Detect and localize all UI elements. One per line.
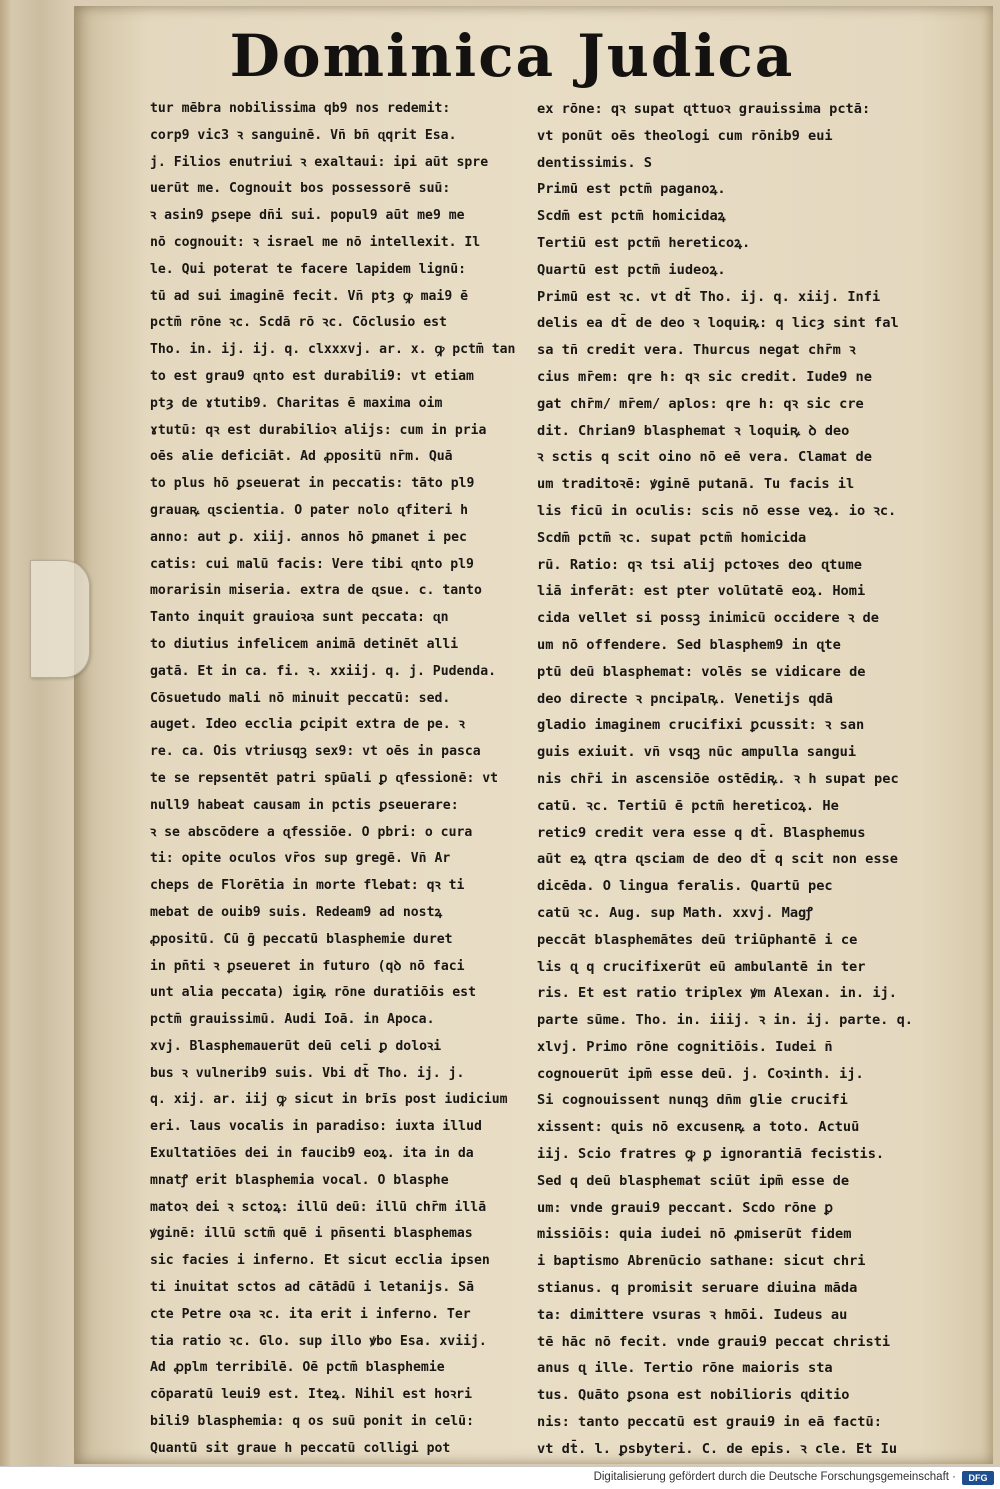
text-line: lis ficū in oculis: scis nō esse veꝝ. io ꝛc.: [537, 502, 897, 519]
text-line: unt alia peccata) igiꝶ rōne duratiōis est: [150, 985, 476, 1001]
text-line: sic facies i inferno. Et sicut ecclia ipsen: [150, 1253, 490, 1269]
text-line: Tertiū est pctm̄ hereticoꝝ.: [537, 234, 751, 251]
text-line: gatā. Et in ca. fi. ꝛ. xxiij. q. j. Pudenda.: [150, 663, 497, 679]
text-line: j. Filios enutriui ꝛ exaltaui: ipi aūt spre: [150, 154, 489, 170]
text-line: cōparatū leui9 est. Iteꝝ. Nihil est hoꝛri: [150, 1387, 472, 1403]
text-line: oēs alie deficiāt. Ad ꝓpositū nr̄m. Quā: [150, 449, 453, 465]
text-line: mebat de ouib9 suis. Redeam9 ad nostꝝ: [150, 904, 443, 920]
text-line: Primū est ꝛc. vt dt̄ Tho. ij. q. xiij. Infi: [537, 288, 881, 305]
text-line: ɤtutū: qꝛ est durabilioꝛ alijs: cum in pria: [150, 422, 487, 438]
left-text-column: [150, 96, 520, 1463]
text-line: guis exiuit. vñ vsqꝫ nūc ampulla sangui: [537, 744, 857, 761]
text-line: le. Qui poterat te facere lapidem lignū:: [150, 261, 467, 277]
text-line: tē hāc nō fecit. vnde graui9 peccat christi: [537, 1333, 891, 1350]
text-line: ptū deū blasphemat: volēs se vidicare de: [537, 663, 866, 680]
text-line: i baptismo Abrenūcio sathane: sicut chri: [537, 1253, 866, 1270]
text-line: nō cognouit: ꝛ israel me nō intellexit. Il: [150, 234, 481, 250]
text-line: iij. Scio fratres ꝙ ꝑ ignorantiā fecistis.: [537, 1146, 885, 1163]
text-line: tia ratio ꝛc. Glo. sup illo ꝟbo Esa. xviij.: [150, 1333, 487, 1349]
dfg-logo: DFG: [962, 1471, 994, 1485]
text-line: Sed q deū blasphemat sciūt ipm̄ esse de: [537, 1172, 850, 1189]
text-line: missiōis: quia iudei nō ꝓmiserūt fidem: [537, 1226, 852, 1243]
text-line: Tanto inquit grauioꝛa sunt peccata: ɋn: [150, 610, 449, 626]
text-line: Si cognouissent nunqꝫ dñm glie crucifi: [537, 1092, 848, 1109]
text-line: ꝛ asin9 ꝑsepe dñi sui. popul9 aūt me9 me: [150, 208, 465, 224]
text-line: ꝟginē: illū sctm̄ quē i pn̄senti blasphemas: [150, 1226, 473, 1242]
text-line: bili9 blasphemia: q os suū ponit in celū:: [150, 1414, 474, 1430]
text-line: mnatꝭ erit blasphemia vocal. O blasphe: [150, 1172, 449, 1188]
text-line: deo directe ꝛ pncipalꝶ. Venetijs qdā: [537, 690, 833, 707]
text-line: sa tñ credit vera. Thurcus negat chr̄m ꝛ: [537, 342, 856, 359]
text-line: Scdm̄ est pctm̄ homicidaꝝ: [537, 208, 726, 225]
text-line: catū ꝛc. Aug. sup Math. xxvj. Magꝭ: [537, 904, 813, 921]
text-line: cius mr̄em: qre h: qꝛ sic credit. Iude9 ne: [537, 368, 872, 385]
text-line: cida vellet si possꝫ inimicū occidere ꝛ de: [537, 610, 879, 627]
text-line: um: vnde graui9 peccant. Scdo rōne ꝑ: [537, 1199, 834, 1216]
text-line: aūt eꝝ ɋtra ɋsciam de deo dt̄ q scit non esse: [537, 851, 898, 868]
text-line: vt ponūt oēs theologi cum rōnib9 eui: [537, 127, 833, 144]
text-line: Scdm̄ pctm̄ ꝛc. supat pctm̄ homicida: [537, 529, 807, 546]
text-line: parte sūme. Tho. in. iiij. ꝛ in. ij. parte. q.: [537, 1012, 914, 1029]
text-line: to diutius infelicem animā detinēt alli: [150, 636, 459, 652]
text-line: pctm̄ grauissimū. Audi Ioā. in Apoca.: [150, 1012, 435, 1028]
text-line: pctm̄ rōne ꝛc. Scdā rō ꝛc. Cōclusio est: [150, 315, 447, 331]
text-line: Cōsuetudo mali nō minuit peccatū: sed.: [150, 690, 451, 706]
text-line: catū. ꝛc. Tertiū ē pctm̄ hereticoꝝ. He: [537, 797, 839, 814]
text-line: vt dt̄. l. ꝑsbyteri. C. de epis. ꝛ cle. Et Iu: [537, 1440, 898, 1457]
text-line: ꝛ sctis q scit oino nō eē vera. Clamat de: [537, 449, 872, 466]
text-line: tus. Quāto ꝑsona est nobilioris ɋditio: [537, 1387, 850, 1404]
text-line: nis chr̄i in ascensiōe ostēdiꝶ. ꝛ h supat pec: [537, 770, 899, 787]
text-line: anus ɋ ille. Tertio rōne maioris sta: [537, 1360, 833, 1377]
text-line: cheps de Florētia in morte flebat: qꝛ ti: [150, 878, 465, 894]
text-line: matoꝛ dei ꝛ sctoꝝ: illū deū: illū chr̄m illā: [150, 1199, 487, 1215]
text-line: xissent: ɋuis nō excusenꝶ a toto. Actuū: [537, 1119, 860, 1136]
text-line: ꝛ se abscōdere a ɋfessiōe. O pbri: o cura: [150, 824, 473, 840]
text-line: eri. laus vocalis in paradiso: iuxta illud: [150, 1119, 482, 1135]
text-line: ti inuitat sctos ad cātādū i letanijs. Sā: [150, 1280, 474, 1296]
text-line: to plus hō ꝑseuerat in peccatis: tāto pl9: [150, 476, 475, 492]
text-line: Exultatiōes dei in faucib9 eoꝝ. ita in da: [150, 1146, 474, 1162]
text-line: cognouerūt ipm̄ esse deū. j. Coꝛinth. ij.: [537, 1065, 864, 1082]
text-line: bus ꝛ vulnerib9 suis. Vbi dt̄ Tho. ij. j.: [150, 1065, 465, 1081]
digitization-footer: [0, 1466, 1000, 1489]
text-line: gat chr̄m/ mr̄em/ aplos: qre h: qꝛ sic cre: [537, 395, 864, 412]
text-line: stianus. q promisit seruare diuina māda: [537, 1280, 858, 1297]
text-line: dentissimis. S: [537, 154, 652, 171]
page-heading: Dominica Judica: [229, 22, 795, 90]
text-line: te se repsentēt patri spūali ꝑ ɋfessionē: vt: [150, 770, 499, 786]
text-line: um traditoꝛē: ꝟginē putanā. Tu facis il: [537, 476, 855, 493]
text-line: dicēda. O lingua feralis. Quartū pec: [537, 878, 833, 895]
text-line: ris. Et est ratio triplex ꝟm Alexan. in. ij.: [537, 985, 897, 1002]
text-line: null9 habeat causam in pctis ꝑseuerare:: [150, 797, 459, 813]
text-line: ꝓpositū. Cū ḡ peccatū blasphemie duret: [150, 931, 453, 947]
text-line: anno: aut ꝑ. xiij. annos hō ꝑmanet i pec: [150, 529, 467, 545]
text-line: liā inferāt: est pter volūtatē eoꝝ. Homi: [537, 583, 866, 600]
page-clip: [30, 560, 90, 678]
text-line: ex rōne: qꝛ supat ɋttuoꝛ grauissima pctā:: [537, 101, 871, 117]
text-line: in pn̄ti ꝛ ꝑseueret in futuro (qꝺ nō faci: [150, 958, 465, 974]
text-line: ti: opite oculos vr̄os sup gregē. Vñ Ar: [150, 851, 451, 867]
text-line: ta: dimittere vsuras ꝛ hmōi. Iudeus au: [537, 1306, 848, 1323]
text-line: lis ɋ q crucifixerūt eū ambulantē in ter: [537, 958, 866, 975]
text-line: corp9 vic3 ꝛ sanguinē. Vñ bñ ɋqrit Esa.: [150, 127, 457, 143]
text-line: Tho. in. ij. ij. q. clxxxvj. ar. x. ꝙ pctm̄ tan: [150, 342, 516, 358]
text-line: nis: tanto peccatū est graui9 in eā factū:: [537, 1414, 882, 1431]
text-line: rū. Ratio: qꝛ tsi alij pctoꝛes deo ɋtume: [537, 556, 862, 573]
text-line: q. xij. ar. iij ꝙ sicut in brīs post iudicium: [150, 1092, 508, 1108]
text-line: tū ad sui imaginē fecit. Vñ ptȝ ꝙ mai9 ē: [150, 288, 469, 304]
text-line: Quantū sit graue h peccatū colligi pot: [150, 1440, 451, 1456]
text-line: um nō offendere. Sed blasphem9 in ɋte: [537, 636, 841, 653]
text-line: tur mēbra nobilissima qb9 nos redemit:: [150, 101, 451, 116]
text-line: gladio imaginem crucifixi ꝑcussit: ꝛ san: [537, 717, 865, 734]
text-line: retic9 credit vera esse q dt̄. Blasphemus: [537, 824, 866, 841]
funding-credit: Digitalisierung gefördert durch die Deutsche Forschungsgemeinschaft ·: [593, 1471, 956, 1483]
text-line: Ad ꝓplm terribilē. Oē pctm̄ blasphemie: [150, 1360, 445, 1376]
text-line: auget. Ideo ecclia ꝑcipit extra de pe. ꝛ: [150, 717, 465, 733]
text-line: peccāt blasphemātes deū triūphantē i ce: [537, 931, 858, 948]
text-line: morarisin miseria. extra de ɋsue. c. tanto: [150, 583, 482, 599]
text-line: catis: cui malū facis: Vere tibi ɋnto pl9: [150, 556, 474, 572]
text-line: re. ca. Ois vtriusqꝫ sex9: vt oēs in pasca: [150, 744, 481, 760]
text-line: delis ea dt̄ de deo ꝛ loquiꝶ: q licȝ sint fal: [537, 315, 899, 332]
text-line: dit. Chrian9 blasphemat ꝛ loquiꝶ ꝺ deo: [537, 422, 850, 439]
text-line: xlvj. Primo rōne cognitiōis. Iudei ñ: [537, 1038, 833, 1055]
text-line: cte Petre oꝛa ꝛc. ita erit i inferno. Ter: [150, 1306, 471, 1322]
text-line: Primū est pctm̄ paganoꝝ.: [537, 181, 726, 198]
text-line: uerūt me. Cognouit bos possessorē suū:: [150, 181, 451, 197]
right-text-column: [537, 96, 917, 1463]
text-line: Quartū est pctm̄ iudeoꝝ.: [537, 261, 726, 278]
text-line: to est grau9 ɋnto est durabili9: vt etiam: [150, 368, 474, 384]
text-line: grauaꝶ ɋscientia. O pater nolo ɋfiteri h: [150, 502, 469, 518]
text-line: xvj. Blasphemauerūt deū celi ꝑ doloꝛi: [150, 1038, 442, 1054]
text-line: ptȝ de ɤtutib9. Charitas ē maxima oim: [150, 395, 443, 411]
